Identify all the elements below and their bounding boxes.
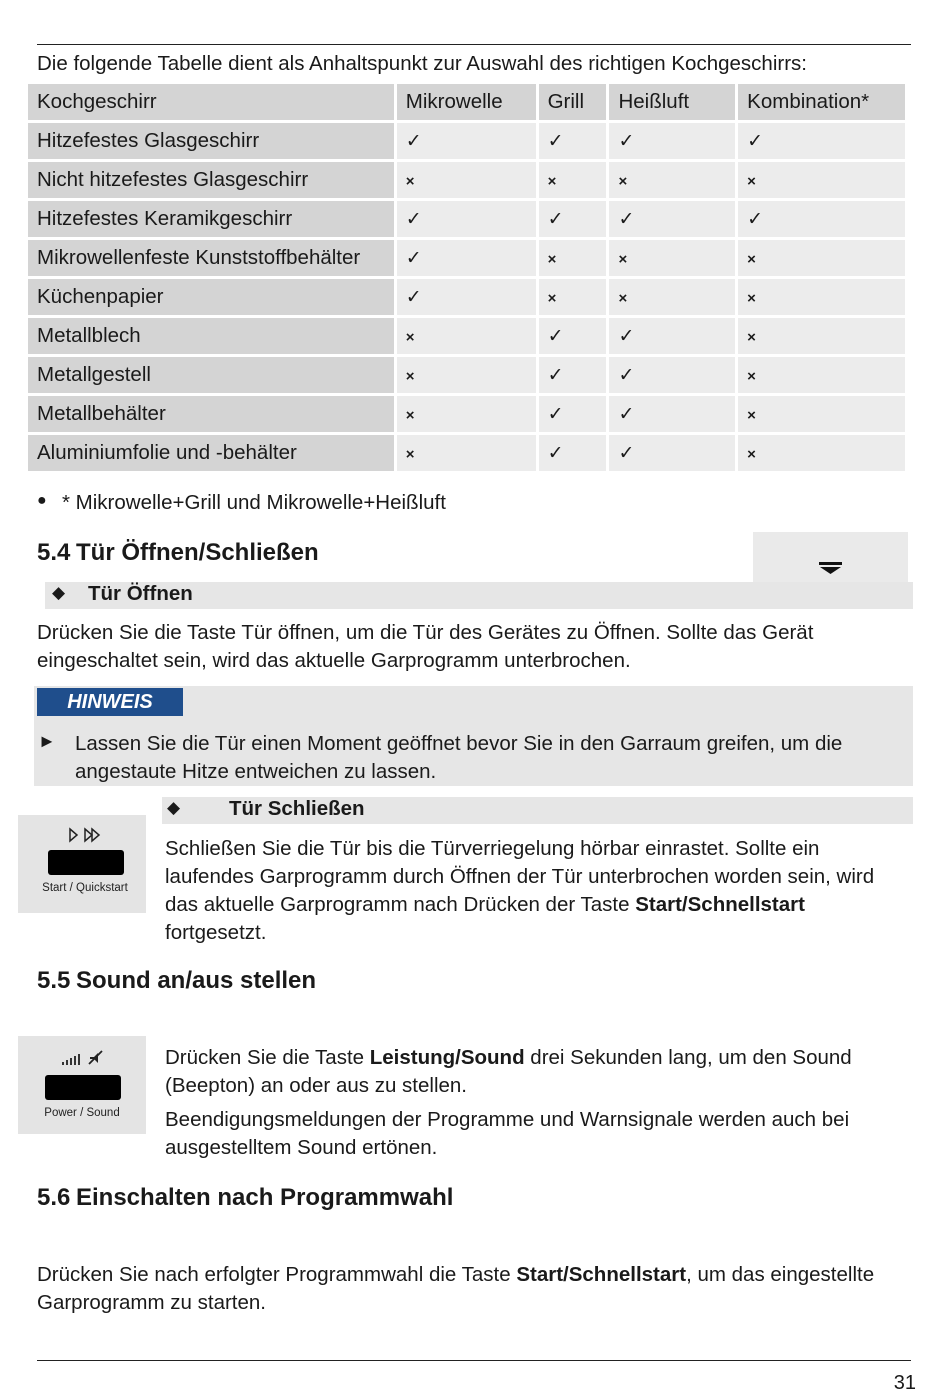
table-row: [28, 240, 905, 279]
cross-icon: ×: [547, 251, 557, 268]
suitability-cell: [609, 162, 738, 201]
suitability-cell: [397, 396, 539, 435]
table-header-cell: Grill: [539, 84, 610, 123]
diamond-bullet-icon: ◆: [52, 583, 66, 602]
table-header-cell: Kombination*: [738, 84, 905, 123]
check-icon: ✓: [618, 131, 635, 152]
cross-icon: ×: [747, 407, 756, 424]
table-row: [28, 318, 905, 357]
cookware-name-cell: Hitzefestes Glasgeschirr: [28, 123, 397, 162]
cookware-table: [28, 84, 905, 474]
suitability-cell: [539, 123, 610, 162]
check-icon: ✓: [405, 287, 422, 308]
check-icon: ✓: [618, 443, 635, 464]
check-icon: ✓: [547, 365, 564, 386]
suitability-cell: [609, 357, 738, 396]
suitability-cell: [397, 318, 539, 357]
suitability-cell: [539, 435, 610, 474]
cross-icon: ×: [618, 290, 628, 307]
footnote: * Mikrowelle+Grill und Mikrowelle+Heißluft: [62, 491, 446, 514]
check-icon: ✓: [618, 365, 635, 386]
bottom-rule: [37, 1360, 911, 1361]
suitability-cell: [539, 240, 610, 279]
bullet-icon: ●: [37, 492, 47, 509]
check-icon: ✓: [547, 131, 564, 152]
check-icon: ✓: [547, 443, 564, 464]
check-icon: ✓: [547, 326, 564, 347]
sound-text-1-b: drei Sekunden lang, um den Sound (Beepton) an oder aus zu stellen.: [165, 1046, 852, 1097]
suitability-cell: [609, 318, 738, 357]
door-close-text-a: Schließen Sie die Tür bis die Türverriegelung hörbar einrastet. Sollte ein laufendes Garprogramm durch Öffnen der Tür unterbrochen worden sein, wird das aktuelle Garprogramm nach Drücken der Taste: [165, 837, 875, 916]
sound-text-1-a: Drücken Sie die Taste: [165, 1046, 370, 1069]
section-title: Tür Öffnen/Schließen: [76, 539, 319, 566]
cookware-name-cell: Nicht hitzefestes Glasgeschirr: [28, 162, 397, 201]
suitability-cell: [397, 201, 539, 240]
power-sound-button-key: [45, 1075, 121, 1100]
suitability-cell: [397, 357, 539, 396]
table-row: [28, 435, 905, 474]
page-number: 31: [893, 1372, 916, 1394]
subsection-title-door-close: Tür Schließen: [229, 797, 365, 820]
sound-text-1-bold: Leistung/Sound: [369, 1046, 525, 1069]
start-program-text-a: Drücken Sie nach erfolgter Programmwahl die Taste: [37, 1263, 517, 1286]
cookware-name-cell: Metallbehälter: [28, 396, 397, 435]
suitability-cell: [738, 318, 905, 357]
start-program-text: [37, 1261, 907, 1317]
suitability-cell: [539, 162, 610, 201]
cross-icon: ×: [618, 251, 628, 268]
suitability-cell: [738, 240, 905, 279]
table-row: [28, 162, 905, 201]
door-open-text: Drücken Sie die Taste Tür öffnen, um die Tür des Gerätes zu Öffnen. Sollte das Gerät eingeschaltet sein, wird das aktuelle Garprogramm unterbrochen.: [37, 621, 814, 672]
start-program-text-bold: Start/Schnellstart: [516, 1263, 687, 1286]
check-icon: ✓: [618, 404, 635, 425]
suitability-cell: [609, 396, 738, 435]
sound-text-2: Beendigungsmeldungen der Programme und Warnsignale werden auch bei ausgestelltem Sound ertönen.: [165, 1108, 850, 1159]
cross-icon: ×: [547, 290, 557, 307]
section-number: 5.5: [37, 967, 71, 994]
suitability-cell: [397, 162, 539, 201]
cross-icon: ×: [405, 446, 415, 463]
table-header-row: [28, 84, 905, 123]
cross-icon: ×: [747, 368, 756, 385]
suitability-cell: [609, 123, 738, 162]
table-row: [28, 396, 905, 435]
note-text: Lassen Sie die Tür einen Moment geöffnet bevor Sie in den Garraum greifen, um die angestaute Hitze entweichen zu lassen.: [75, 732, 843, 783]
suitability-cell: [609, 240, 738, 279]
table-row: [28, 123, 905, 162]
section-5-4-heading: [37, 539, 319, 567]
check-icon: ✓: [618, 209, 635, 230]
door-close-text-b: fortgesetzt.: [165, 921, 267, 944]
power-level-icon: [60, 1049, 108, 1067]
check-icon: ✓: [405, 248, 422, 269]
suitability-cell: [738, 123, 905, 162]
suitability-cell: [609, 435, 738, 474]
cookware-name-cell: Hitzefestes Keramikgeschirr: [28, 201, 397, 240]
check-icon: ✓: [747, 209, 764, 230]
cookware-name-cell: Metallgestell: [28, 357, 397, 396]
section-5-6-heading: [37, 1184, 453, 1212]
check-icon: ✓: [405, 131, 422, 152]
table-row: [28, 357, 905, 396]
table-header-cell: Kochgeschirr: [28, 84, 397, 123]
check-icon: ✓: [547, 404, 564, 425]
start-button-image: [18, 815, 146, 913]
section-number: 5.6: [37, 1184, 71, 1211]
table-row: [28, 279, 905, 318]
cookware-name-cell: Mikrowellenfeste Kunststoffbehälter: [28, 240, 397, 279]
suitability-cell: [738, 435, 905, 474]
table-header-cell: Heißluft: [609, 84, 738, 123]
suitability-cell: [539, 396, 610, 435]
cross-icon: ×: [747, 329, 756, 346]
table-row: [28, 201, 905, 240]
table-header-cell: Mikrowelle: [397, 84, 539, 123]
cross-icon: ×: [747, 173, 756, 190]
power-sound-button-caption: Power / Sound: [44, 1107, 120, 1119]
suitability-cell: [539, 318, 610, 357]
suitability-cell: [738, 279, 905, 318]
check-icon: ✓: [547, 209, 564, 230]
section-title: Sound an/aus stellen: [76, 967, 317, 994]
top-rule: [37, 44, 911, 45]
door-close-text: [165, 835, 905, 947]
start-button-caption: Start / Quickstart: [42, 882, 128, 894]
suitability-cell: [738, 357, 905, 396]
check-icon: ✓: [618, 326, 635, 347]
play-icon: [68, 827, 104, 843]
start-button-key: [48, 850, 124, 875]
note-label: HINWEIS: [37, 688, 183, 716]
suitability-cell: [539, 279, 610, 318]
check-icon: ✓: [405, 209, 422, 230]
suitability-cell: [539, 357, 610, 396]
cross-icon: ×: [405, 173, 415, 190]
note-arrow-icon: ►: [38, 731, 56, 751]
cross-icon: ×: [405, 329, 415, 346]
suitability-cell: [738, 201, 905, 240]
intro-text: Die folgende Tabelle dient als Anhaltspunkt zur Auswahl des richtigen Kochgeschirrs:: [37, 52, 807, 75]
suitability-cell: [397, 123, 539, 162]
suitability-cell: [609, 279, 738, 318]
start-program-text-b: , um das eingestellte Garprogramm zu starten.: [37, 1263, 875, 1314]
cookware-name-cell: Metallblech: [28, 318, 397, 357]
door-close-text-bold: Start/Schnellstart: [635, 893, 805, 916]
cookware-name-cell: Küchenpapier: [28, 279, 397, 318]
suitability-cell: [738, 162, 905, 201]
cross-icon: ×: [405, 368, 415, 385]
cross-icon: ×: [747, 251, 756, 268]
cross-icon: ×: [618, 173, 628, 190]
cross-icon: ×: [405, 407, 415, 424]
section-title: Einschalten nach Programmwahl: [76, 1184, 454, 1211]
sound-text-1: [165, 1044, 905, 1100]
section-5-5-heading: [37, 967, 316, 995]
power-sound-button-image: [18, 1036, 146, 1134]
cross-icon: ×: [747, 290, 756, 307]
suitability-cell: [539, 201, 610, 240]
cookware-name-cell: Aluminiumfolie und -behälter: [28, 435, 397, 474]
subsection-title-door-open: Tür Öffnen: [88, 582, 193, 605]
check-icon: ✓: [747, 131, 764, 152]
diamond-bullet-icon: ◆: [167, 798, 181, 817]
suitability-cell: [397, 435, 539, 474]
cross-icon: ×: [547, 173, 557, 190]
cross-icon: ×: [747, 446, 756, 463]
section-number: 5.4: [37, 539, 71, 566]
suitability-cell: [738, 396, 905, 435]
suitability-cell: [397, 240, 539, 279]
suitability-cell: [609, 201, 738, 240]
suitability-cell: [397, 279, 539, 318]
